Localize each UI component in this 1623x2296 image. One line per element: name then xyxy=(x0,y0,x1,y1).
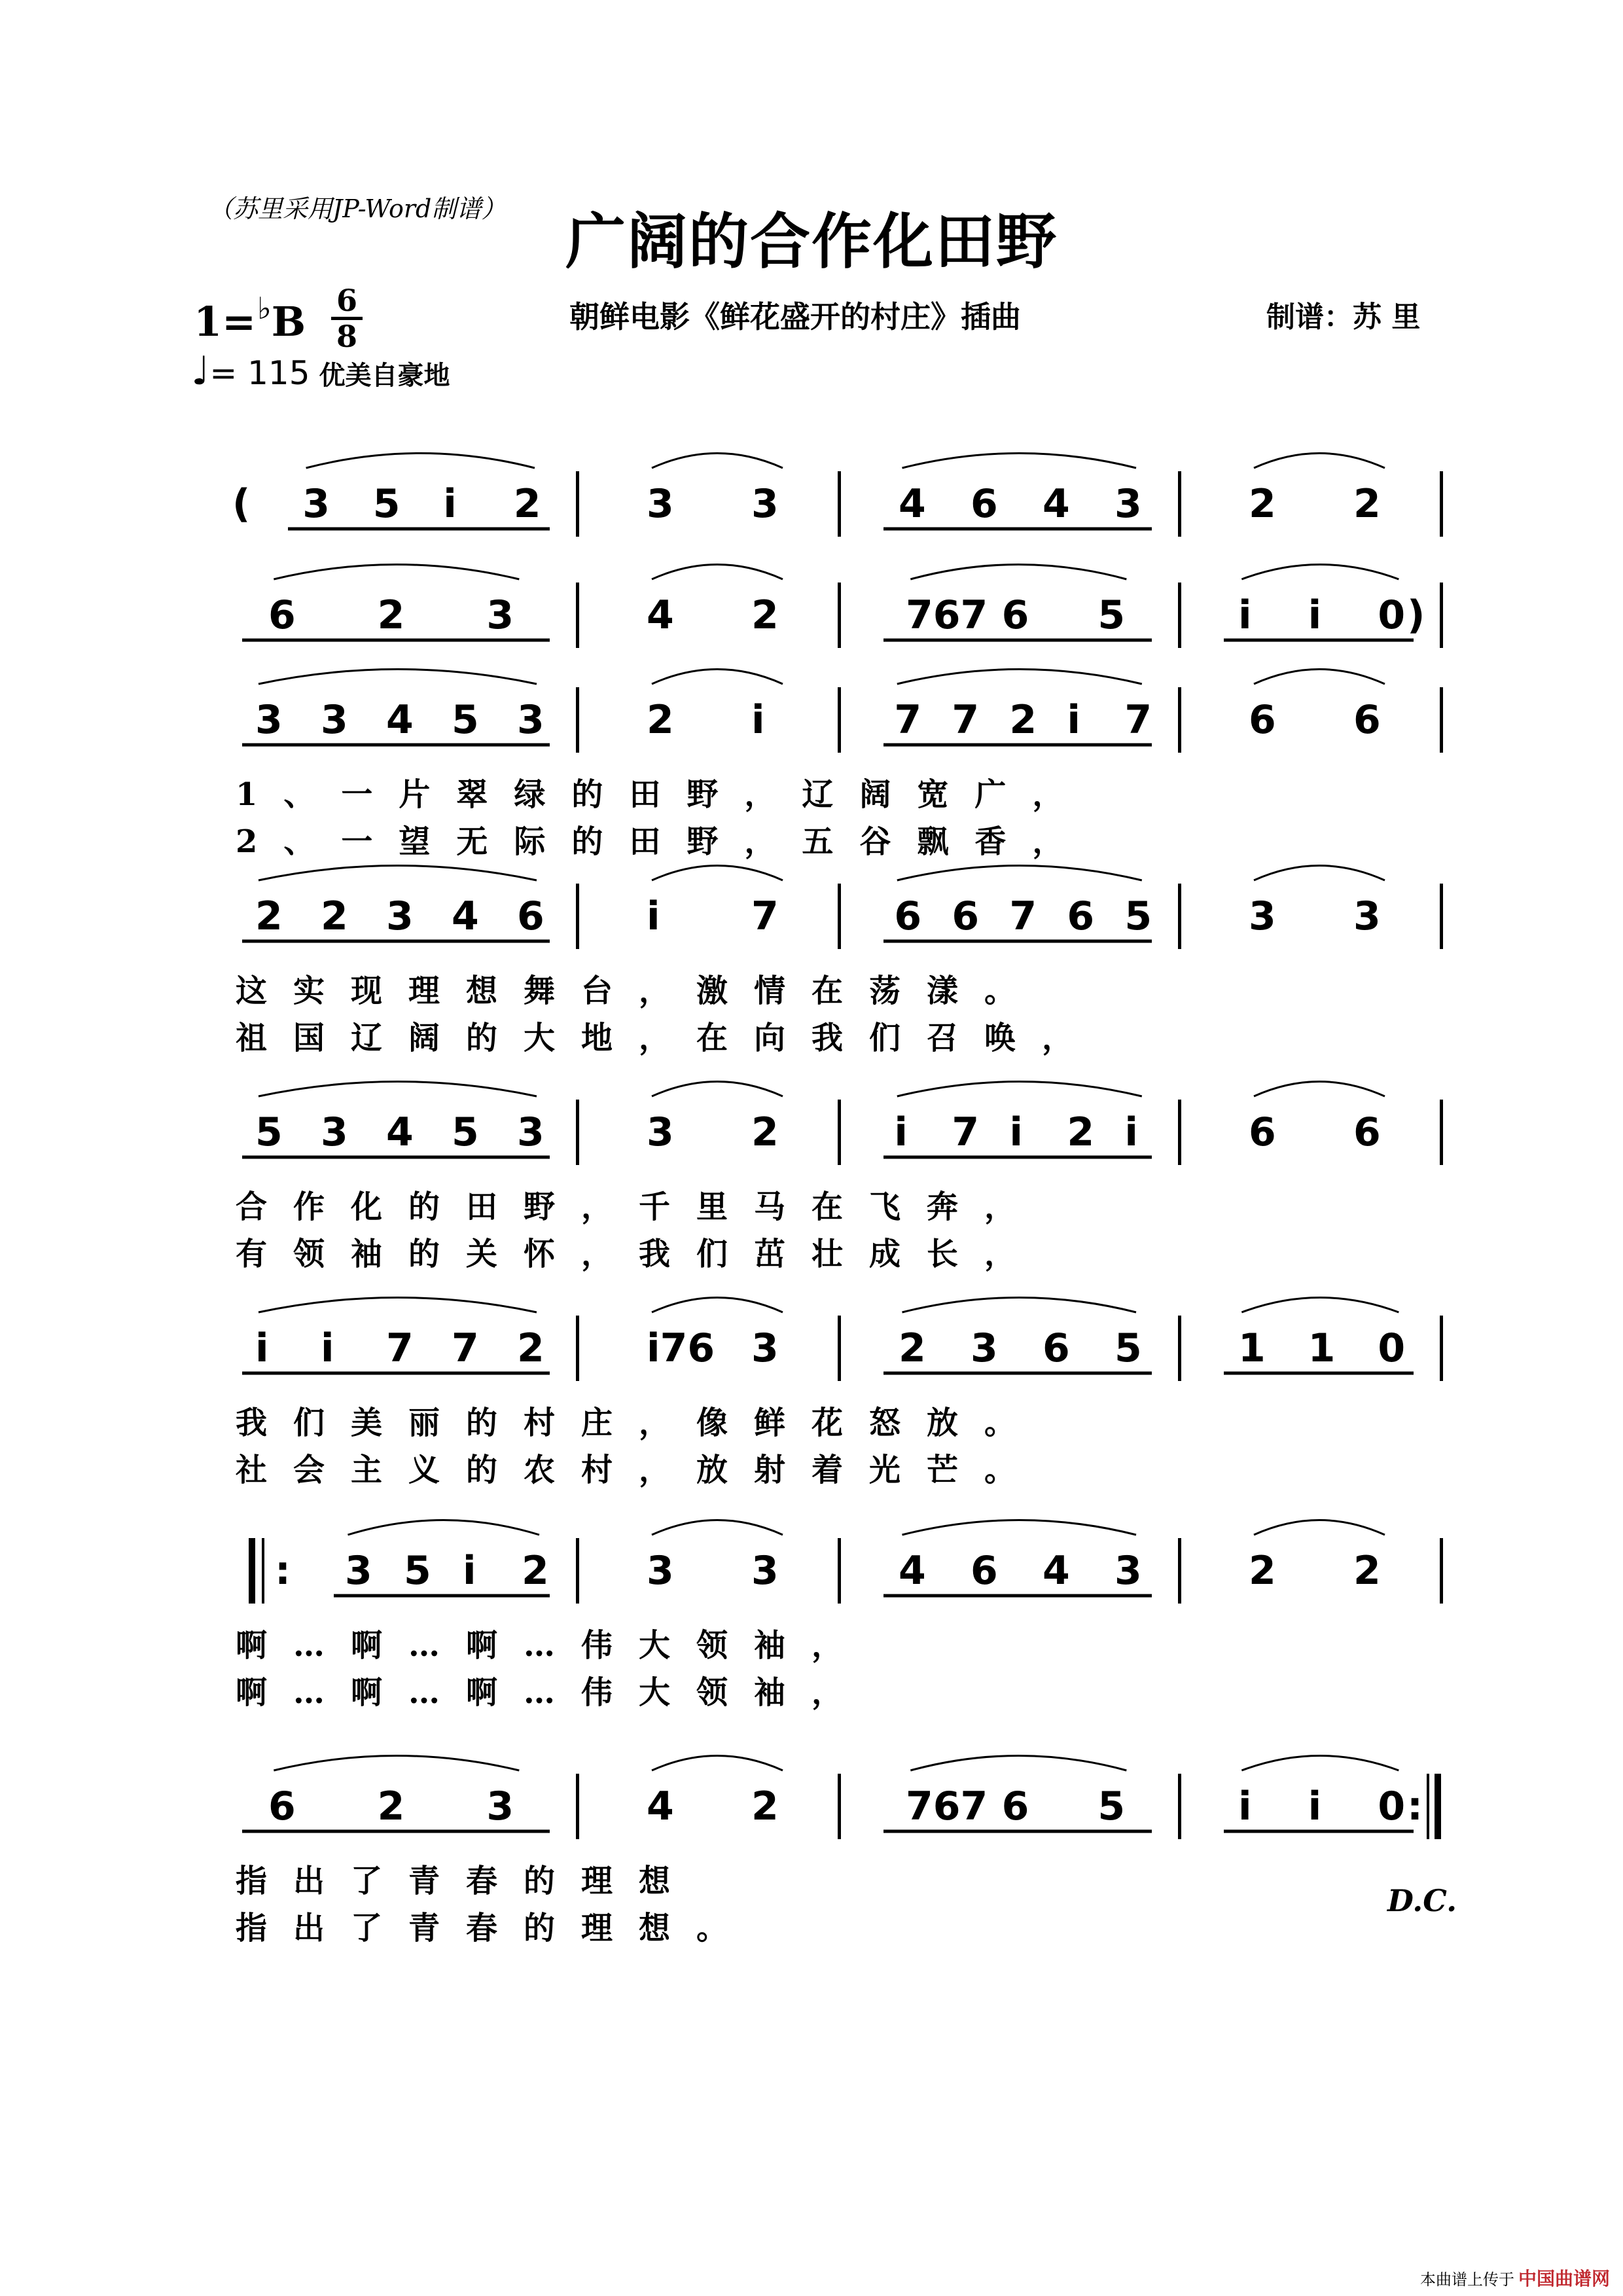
note: 767 xyxy=(906,592,988,638)
note: i xyxy=(1238,592,1252,638)
meter-top: 6 xyxy=(336,283,357,318)
slur-arc xyxy=(348,1520,540,1535)
note: 6 xyxy=(1353,697,1381,743)
note: 6 xyxy=(268,1784,296,1829)
note: 2 xyxy=(377,1784,405,1829)
note: 7 xyxy=(894,697,922,743)
note: i76 xyxy=(647,1325,715,1371)
lyric-line: 社会主义的农村，放射着光芒。 xyxy=(236,1452,1043,1488)
slur-arc xyxy=(306,454,535,469)
barline xyxy=(1178,1774,1181,1839)
expression-marking: 优美自豪地 xyxy=(319,361,450,391)
note: i xyxy=(1009,1109,1023,1155)
note: 2 xyxy=(1009,697,1037,743)
note: 2 xyxy=(751,592,779,638)
slur-arc xyxy=(259,866,537,881)
note: 3 xyxy=(1115,1548,1142,1594)
paren-open: ( xyxy=(232,481,251,527)
slur-arc xyxy=(274,1756,519,1771)
slur-arc xyxy=(1254,866,1385,881)
note: 6 xyxy=(517,893,544,939)
subtitle: 朝鲜电影《鲜花盛开的村庄》插曲 xyxy=(569,299,1021,334)
slur-arc xyxy=(1254,1082,1385,1097)
note: 3 xyxy=(1115,481,1142,527)
note: 1 xyxy=(1238,1325,1266,1371)
slur-arc xyxy=(259,1298,537,1313)
note: i xyxy=(1238,1784,1252,1829)
arranger-credit: 制谱：苏 里 xyxy=(1266,300,1421,334)
note: 3 xyxy=(751,1548,779,1594)
note: 2 xyxy=(751,1109,779,1155)
barline xyxy=(1440,471,1443,537)
tempo-value: = 115 xyxy=(209,354,310,392)
note: 3 xyxy=(345,1548,372,1594)
note: 6 xyxy=(268,592,296,638)
slur-arc xyxy=(897,1082,1142,1097)
note: i xyxy=(894,1109,908,1155)
slur-arc xyxy=(1241,565,1399,580)
slur-arc xyxy=(652,1756,783,1771)
barline xyxy=(1440,1316,1443,1381)
slur-arc xyxy=(902,1520,1137,1535)
slur-arc xyxy=(897,866,1142,881)
slur-arc xyxy=(902,1298,1137,1313)
note: 3 xyxy=(1353,893,1381,939)
note: i xyxy=(647,893,660,939)
slur-arc xyxy=(910,565,1126,580)
slur-arc xyxy=(1241,1756,1399,1771)
note: 2 xyxy=(377,592,405,638)
slur-arc xyxy=(902,454,1137,469)
slur-arc xyxy=(259,670,537,685)
note: 3 xyxy=(321,697,348,743)
slur-arc xyxy=(652,565,783,580)
note: 3 xyxy=(971,1325,998,1371)
barline xyxy=(838,1774,841,1839)
barline xyxy=(838,1538,841,1604)
note: 5 xyxy=(452,1109,479,1155)
note: i xyxy=(463,1548,476,1594)
note: 3 xyxy=(647,1548,674,1594)
barline xyxy=(1178,884,1181,949)
barline xyxy=(576,687,579,753)
barline xyxy=(838,1316,841,1381)
note: 6 xyxy=(1353,1109,1381,1155)
note: 2 xyxy=(321,893,348,939)
note: 6 xyxy=(971,1548,998,1594)
lyric-line: 指出了青春的理想 xyxy=(236,1863,697,1899)
note: 4 xyxy=(386,697,414,743)
note: 5 xyxy=(255,1109,283,1155)
note: 6 xyxy=(1249,697,1276,743)
note: 2 xyxy=(255,893,283,939)
note: 6 xyxy=(1001,592,1029,638)
repeat-start-thin-bar xyxy=(262,1538,264,1604)
quarter-note-icon: ♩ xyxy=(191,348,210,394)
note: 6 xyxy=(952,893,980,939)
meter-bottom: 8 xyxy=(336,319,357,354)
note: 4 xyxy=(452,893,479,939)
note: 0 xyxy=(1378,1784,1406,1829)
lyric-line: 1、一片翠绿的田野，辽阔宽广， xyxy=(236,776,1090,813)
lyric-line: 啊…啊…啊…伟大领袖， xyxy=(236,1674,870,1711)
note: 3 xyxy=(647,481,674,527)
paren-close: ) xyxy=(1407,592,1425,638)
slur-arc xyxy=(1241,1298,1399,1313)
note: 3 xyxy=(486,592,514,638)
slur-arc xyxy=(1254,670,1385,685)
footer xyxy=(1420,2265,1610,2291)
note: i xyxy=(1308,592,1322,638)
note: 4 xyxy=(899,1548,926,1594)
note: i xyxy=(1124,1109,1138,1155)
note: 0 xyxy=(1378,1325,1406,1371)
barline xyxy=(838,1100,841,1165)
lyric-line: 指出了青春的理想。 xyxy=(236,1910,755,1946)
barline xyxy=(1178,1538,1181,1604)
note: 4 xyxy=(1043,1548,1070,1594)
note: 4 xyxy=(386,1109,414,1155)
footer-site-logo: 中国曲谱网 xyxy=(1518,2268,1610,2289)
note: 4 xyxy=(899,481,926,527)
slur-arc xyxy=(652,866,783,881)
slur-arc xyxy=(652,670,783,685)
lyric-line: 2、一望无际的田野，五谷飘香， xyxy=(236,823,1090,860)
note: 3 xyxy=(486,1784,514,1829)
slur-arc xyxy=(897,670,1142,685)
slur-arc xyxy=(910,1756,1126,1771)
footer-upload-text: 本曲谱上传于 xyxy=(1419,2270,1514,2289)
barline xyxy=(1178,583,1181,648)
note: 6 xyxy=(1001,1784,1029,1829)
barline xyxy=(576,1538,579,1604)
note: 7 xyxy=(952,697,980,743)
barline xyxy=(576,1774,579,1839)
note: 2 xyxy=(899,1325,926,1371)
note: 3 xyxy=(321,1109,348,1155)
note: 2 xyxy=(751,1784,779,1829)
barline xyxy=(576,1100,579,1165)
note: i xyxy=(1308,1784,1322,1829)
note: 2 xyxy=(647,697,674,743)
note: 6 xyxy=(1043,1325,1070,1371)
note: 5 xyxy=(1124,893,1152,939)
lyric-line: 啊…啊…啊…伟大领袖， xyxy=(236,1627,870,1664)
note: 2 xyxy=(1249,1548,1276,1594)
key-prefix: 1= xyxy=(194,298,257,346)
note: 4 xyxy=(647,592,674,638)
flat-icon: ♭ xyxy=(257,291,272,326)
note: i xyxy=(255,1325,269,1371)
note: 2 xyxy=(517,1325,544,1371)
repeat-start-dots: : xyxy=(275,1548,291,1594)
repeat-end-thick-bar xyxy=(1435,1774,1441,1839)
note: i xyxy=(321,1325,334,1371)
note: 3 xyxy=(302,481,330,527)
note: 2 xyxy=(1067,1109,1095,1155)
barline xyxy=(1440,884,1443,949)
note: 7 xyxy=(1124,697,1152,743)
lyric-line: 祖国辽阔的大地，在向我们召唤， xyxy=(236,1020,1100,1056)
note: 3 xyxy=(1249,893,1276,939)
note: 7 xyxy=(386,1325,414,1371)
note: i xyxy=(443,481,457,527)
note: 6 xyxy=(1249,1109,1276,1155)
repeat-end-thin-bar xyxy=(1427,1774,1429,1839)
barline xyxy=(576,583,579,648)
barline xyxy=(576,471,579,537)
note: 3 xyxy=(751,481,779,527)
note: 6 xyxy=(971,481,998,527)
lyric-line: 有领袖的关怀，我们茁壮成长， xyxy=(236,1236,1043,1272)
slur-arc xyxy=(652,454,783,469)
barline xyxy=(576,1316,579,1381)
note: 0 xyxy=(1378,592,1406,638)
slur-arc xyxy=(1254,454,1385,469)
note: 4 xyxy=(647,1784,674,1829)
barline xyxy=(1440,1100,1443,1165)
note: i xyxy=(1067,697,1080,743)
barline xyxy=(1440,1538,1443,1604)
barline xyxy=(838,583,841,648)
note: 5 xyxy=(372,481,401,527)
lyric-line: 合作化的田野，千里马在飞奔， xyxy=(236,1189,1043,1225)
lyric-line: 这实现理想舞台，激情在荡漾。 xyxy=(236,973,1043,1009)
note: 3 xyxy=(751,1325,779,1371)
note: 5 xyxy=(404,1548,431,1594)
note: 6 xyxy=(894,893,922,939)
barline xyxy=(576,884,579,949)
note: 7 xyxy=(952,1109,980,1155)
da-capo-marking: D.C. xyxy=(1387,1883,1457,1918)
barline xyxy=(838,687,841,753)
repeat-start-thick-bar xyxy=(249,1538,255,1604)
barline xyxy=(838,884,841,949)
lyric-line: 我们美丽的村庄，像鲜花怒放。 xyxy=(236,1405,1043,1441)
slur-arc xyxy=(1254,1520,1385,1535)
repeat-end-dots: : xyxy=(1407,1784,1423,1829)
barline xyxy=(1178,471,1181,537)
note: 5 xyxy=(452,697,479,743)
barline xyxy=(1440,583,1443,648)
note: 6 xyxy=(1067,893,1095,939)
note: 4 xyxy=(1043,481,1070,527)
note: 2 xyxy=(1353,481,1381,527)
note: 2 xyxy=(513,481,541,527)
credit-tool: （苏里采用JP-Word制谱） xyxy=(208,194,507,223)
barline xyxy=(1178,1100,1181,1165)
note: 7 xyxy=(751,893,779,939)
slur-arc xyxy=(274,565,519,580)
note: 7 xyxy=(452,1325,479,1371)
note: 3 xyxy=(647,1109,674,1155)
note: 1 xyxy=(1308,1325,1336,1371)
note: 2 xyxy=(522,1548,549,1594)
note: 5 xyxy=(1097,1784,1126,1829)
note: 767 xyxy=(906,1784,988,1829)
slur-arc xyxy=(652,1298,783,1313)
key-note: B xyxy=(271,298,306,346)
barline xyxy=(1178,1316,1181,1381)
note: 5 xyxy=(1097,592,1126,638)
note: 3 xyxy=(517,1109,544,1155)
slur-arc xyxy=(652,1082,783,1097)
barline xyxy=(838,471,841,537)
note: 3 xyxy=(255,697,283,743)
note: 2 xyxy=(1249,481,1276,527)
barline xyxy=(1440,687,1443,753)
note: 5 xyxy=(1115,1325,1142,1371)
slur-arc xyxy=(652,1520,783,1535)
note: 3 xyxy=(517,697,544,743)
page-title: 广阔的合作化田野 xyxy=(565,207,1058,277)
note: 3 xyxy=(386,893,414,939)
note: i xyxy=(751,697,765,743)
barline xyxy=(1178,687,1181,753)
note: 7 xyxy=(1009,893,1037,939)
note: 2 xyxy=(1353,1548,1381,1594)
slur-arc xyxy=(259,1082,537,1097)
